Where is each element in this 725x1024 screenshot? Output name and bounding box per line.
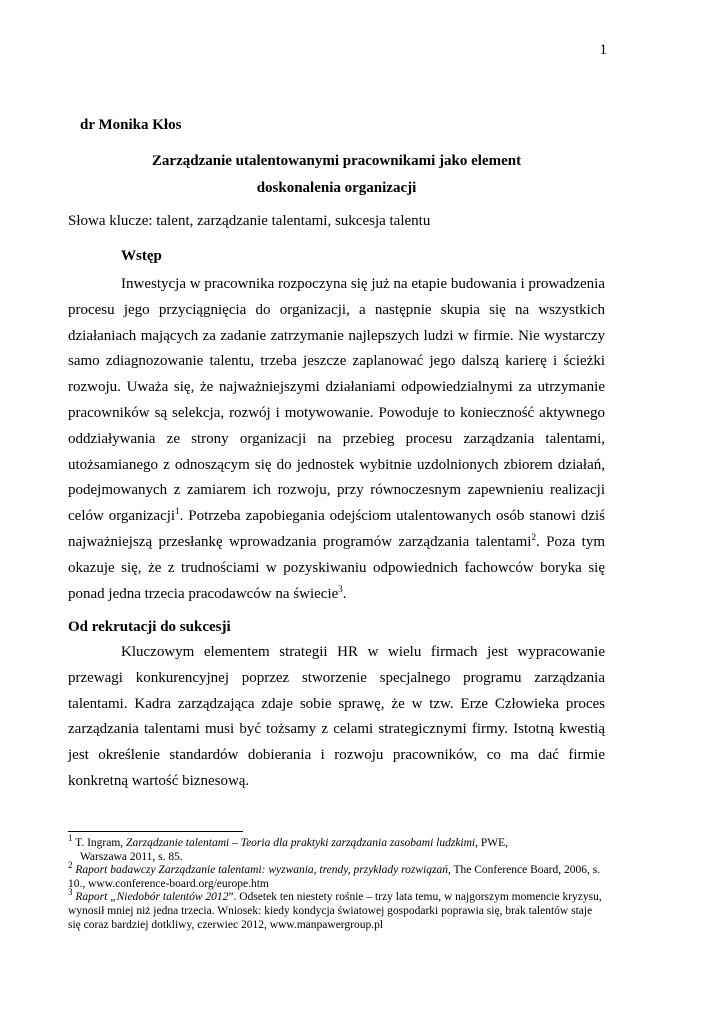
title-line-2: doskonalenia organizacji <box>256 180 417 196</box>
footnote-1-line2: Warszawa 2011, s. 85. <box>80 850 183 863</box>
footnote-2-title: Raport badawczy Zarządzanie talentami: wyzwania, trendy, przykłady rozwiązań <box>75 864 448 877</box>
intro-text-2: . Potrzeba zapobiegania odejściom utalentowanych osób stanowi dziś najważniejszą przesłankę wprowadzania programów zarządzania talentami <box>68 508 605 550</box>
author: dr Monika Kłos <box>80 117 182 133</box>
footnote-3-title: Raport „Niedobór talentów 2012 <box>75 891 229 904</box>
footnote-1-title: Zarządzanie talentami – Teoria dla praktyki zarządzania zasobami ludzkimi <box>126 837 476 849</box>
footnote-separator <box>68 831 243 832</box>
footnote-ref-3[interactable]: 3 <box>338 583 343 594</box>
footnote-number-2: 2 <box>68 860 73 871</box>
page-number: 1 <box>599 42 607 58</box>
intro-text-1: Inwestycja w pracownika rozpoczyna się już na etapie budowania i prowadzenia procesu jego przyciągnięcia do organizacji, a następnie skupia się na wszystkich działaniach mających za zadanie zatrzymanie najlepszych ludzi w firmie. Nie wystarczy samo zdiagnozowanie talentu, trzeba jeszcze zaplanować jego dalszą karierę i ścieżki rozwoju. Uważa się, że najważniejszymi działaniami odpowiedzialnymi za utrzymanie pracowników są selekcja, rozwój i motywowanie. Powoduje to konieczność aktywnego oddziaływania ze strony organizacji na przebieg procesu zarządzania talentami, utożsamianego z odnoszącym się do jednostek wybitnie uzdolnionych zbiorem działań, podejmowanych z zamiarem ich rozwoju, przy równoczesnym zapewnieniu realizacji celów organizacji <box>68 276 605 525</box>
footnote-1-post: , PWE, <box>475 837 509 849</box>
title-line-1: Zarządzanie utalentowanymi pracownikami jako element <box>151 153 522 169</box>
intro-text-3: . Poza tym okazuje się, że z trudnościami w pozyskiwaniu odpowiednich fachowców boryka się ponad jedna trzecia pracodawców na świecie <box>68 533 605 602</box>
footnote-number-3: 3 <box>68 887 73 898</box>
recruitment-paragraph: Kluczowym elementem strategii HR w wielu firmach jest wypracowanie przewagi konkurencyjnej poprzez stworzenie specjalnego programu zarządzania talentami. Kadra zarządzająca zdaje sobie sprawę, że w tzw. Erze Człowieka proces zarządzania talentami musi być tożsamy z celami strategicznymi firmy. Istotną kwestią jest określenie standardów dobierania i rozwoju pracowników, co ma dać firmie konkretną wartość biznesową. <box>68 644 605 789</box>
section-heading-intro: Wstęp <box>121 248 162 264</box>
footnote-1-pre: T. Ingram, <box>72 837 127 849</box>
section-heading-recruitment: Od rekrutacji do sukcesji <box>68 619 231 635</box>
document-title <box>68 148 605 202</box>
footnote-2 <box>68 860 605 891</box>
intro-text-4: . <box>342 585 347 602</box>
footnote-3 <box>68 887 605 932</box>
footnote-ref-2[interactable]: 2 <box>531 531 536 542</box>
footnotes <box>68 833 605 932</box>
footnote-1 <box>68 833 605 864</box>
intro-paragraph <box>68 272 605 607</box>
keywords: Słowa klucze: talent, zarządzanie talentami, sukcesja talentu <box>68 213 431 229</box>
footnote-3-post[interactable]: ”. Odsetek ten niestety rośnie – trzy lata temu, w najgorszym momencie kryzysu, wynosił mniej niż jedna trzecia. Wniosek: kiedy kondycja światowej gospodarki poprawia się, brak talentów staje się coraz bardziej dotkliwy, czerwiec 2012, www.manpawergroup.pl <box>68 891 602 931</box>
footnote-ref-1[interactable]: 1 <box>175 506 180 517</box>
footnote-2-post[interactable]: , The Conference Board, 2006, s. 10., www.conference-board.org/europe.htm <box>68 864 601 890</box>
footnote-number-1: 1 <box>68 833 73 844</box>
